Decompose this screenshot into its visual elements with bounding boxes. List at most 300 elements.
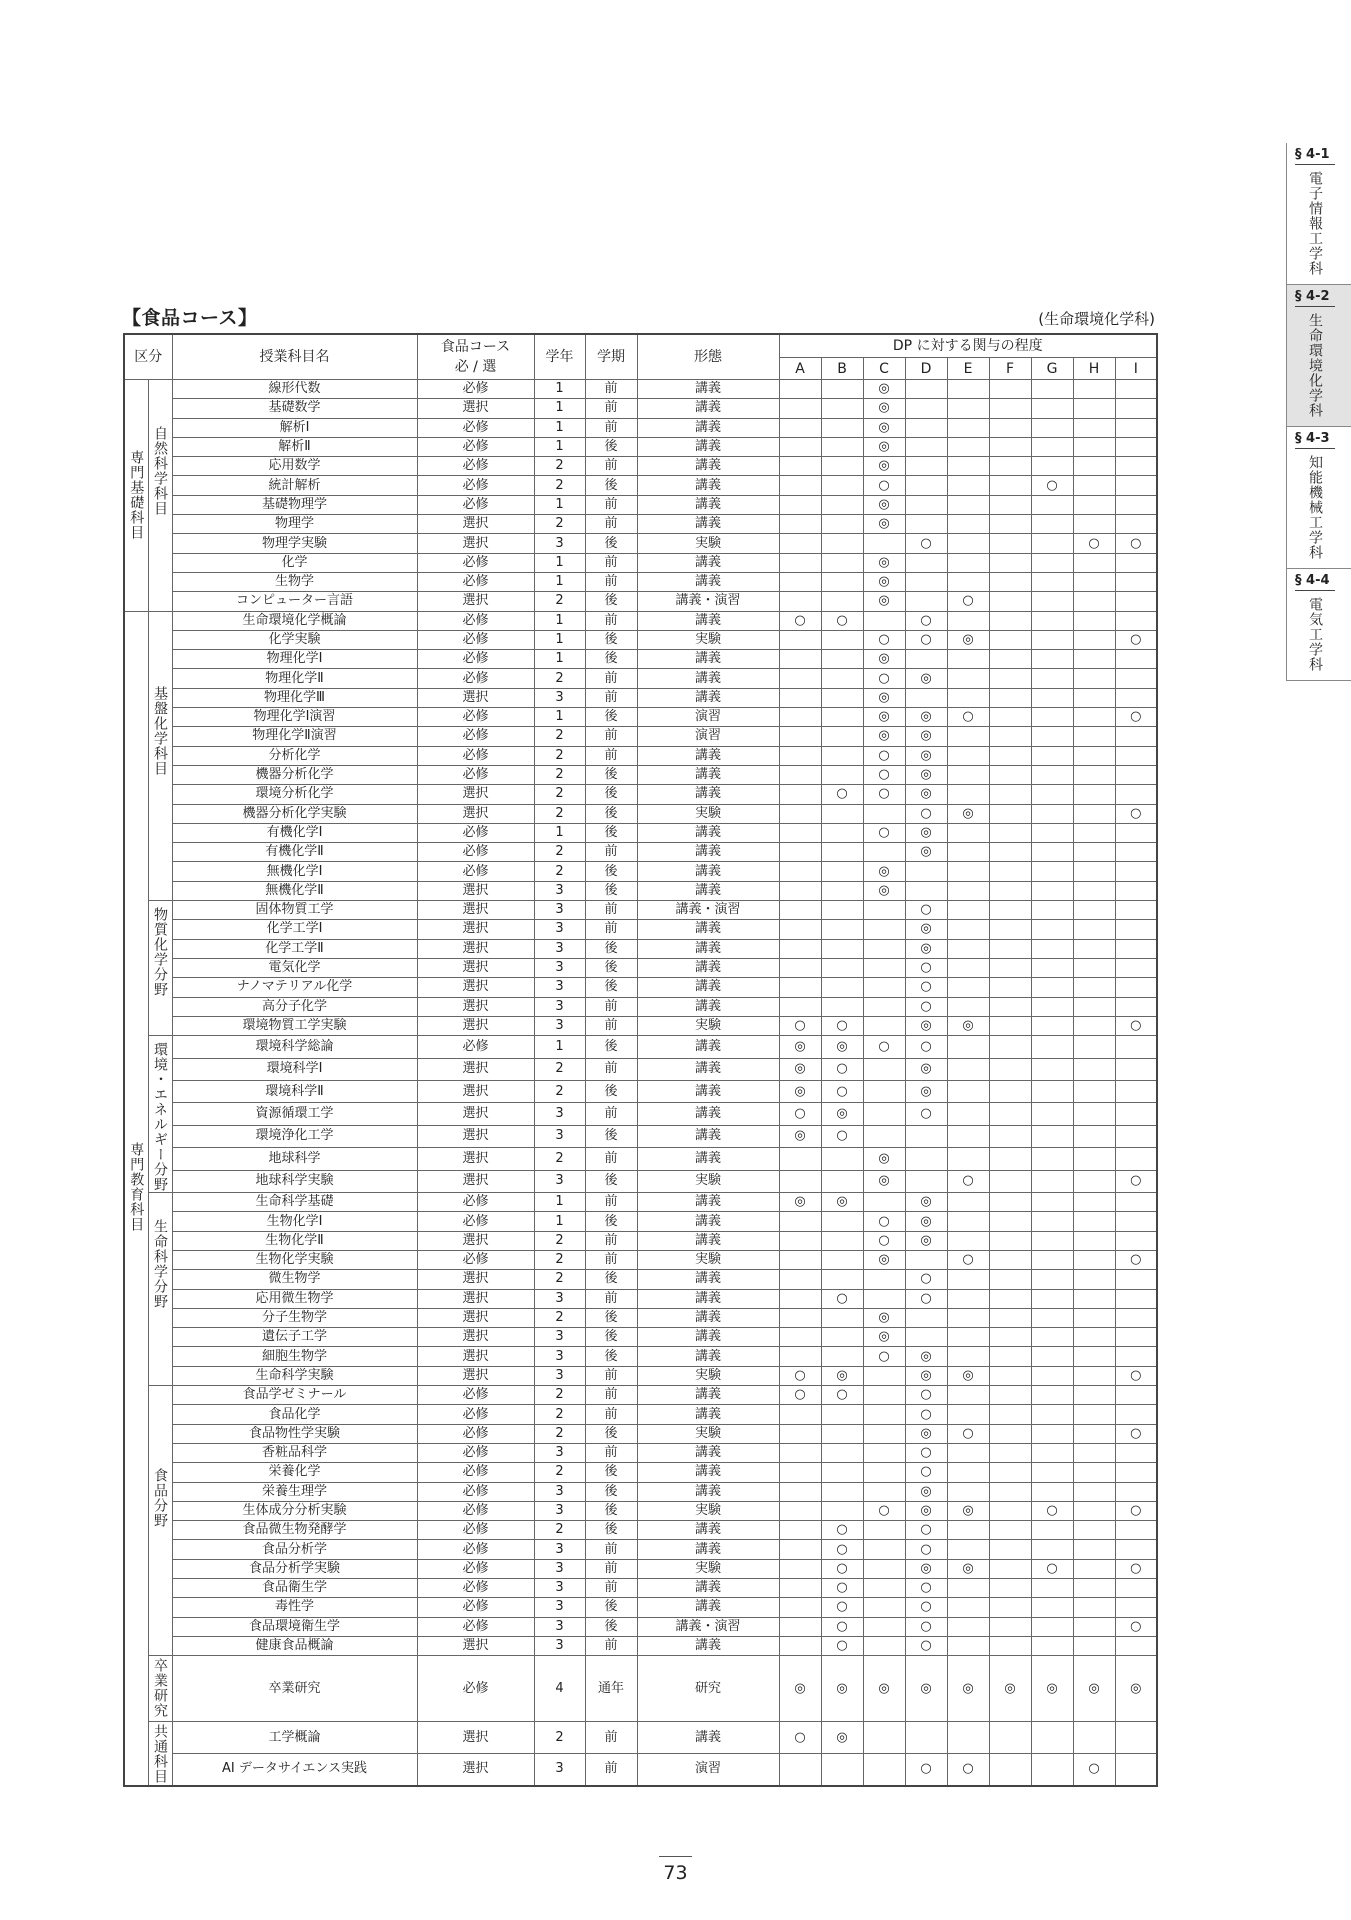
- cell-subject: 環境科学Ⅰ: [172, 1058, 417, 1080]
- cell-form: 講義・演習: [637, 1617, 779, 1636]
- cell-dp-h: [1073, 1482, 1115, 1501]
- cell-dp-g: [1031, 553, 1073, 572]
- cell-dp-f: [989, 1125, 1031, 1147]
- cell-dp-i: [1115, 1386, 1157, 1405]
- cell-dp-d: ◎: [905, 1559, 947, 1578]
- cell-dp-a: [779, 1617, 821, 1636]
- cell-dp-f: [989, 1148, 1031, 1170]
- cell-term: 前: [585, 746, 637, 765]
- cell-dp-i: [1115, 1148, 1157, 1170]
- cell-dp-d: ◎: [905, 1424, 947, 1443]
- section-tab[interactable]: [1287, 427, 1351, 569]
- cell-dp-h: [1073, 1016, 1115, 1035]
- cell-requirement: 選択: [417, 1080, 534, 1102]
- cell-subject: 食品微生物発酵学: [172, 1521, 417, 1540]
- cell-dp-c: [863, 1424, 905, 1443]
- cell-year: 1: [534, 611, 585, 630]
- cell-dp-e: [947, 553, 989, 572]
- cell-term: 前: [585, 688, 637, 707]
- cell-dp-d: [905, 1125, 947, 1147]
- cell-dp-h: [1073, 669, 1115, 688]
- group-label: 物質化学分野: [148, 901, 172, 1036]
- header-dp-d: D: [905, 358, 947, 380]
- cell-dp-a: [779, 1559, 821, 1578]
- cell-year: 1: [534, 572, 585, 591]
- cell-dp-a: [779, 1598, 821, 1617]
- cell-dp-b: [821, 1170, 863, 1192]
- cell-dp-c: ◎: [863, 572, 905, 591]
- table-row: [124, 1722, 1157, 1754]
- cell-dp-g: [1031, 650, 1073, 669]
- cell-dp-h: [1073, 1386, 1115, 1405]
- cell-dp-e: ○: [947, 592, 989, 611]
- cell-dp-d: ○: [905, 1270, 947, 1289]
- cell-subject: 物理化学Ⅰ: [172, 650, 417, 669]
- cell-dp-a: [779, 1405, 821, 1424]
- section-tab-number: § 4-3: [1295, 431, 1335, 449]
- header-dp: DP に対する関与の程度: [779, 334, 1157, 358]
- cell-year: 2: [534, 843, 585, 862]
- cell-requirement: 必修: [417, 1424, 534, 1443]
- cell-dp-i: [1115, 1579, 1157, 1598]
- cell-dp-e: [947, 534, 989, 553]
- cell-dp-b: ○: [821, 1579, 863, 1598]
- section-tab[interactable]: [1287, 285, 1351, 427]
- cell-dp-g: [1031, 380, 1073, 399]
- cell-form: 講義: [637, 1540, 779, 1559]
- cell-dp-g: [1031, 1308, 1073, 1327]
- section-tab[interactable]: [1287, 569, 1351, 681]
- cell-subject: 機器分析化学: [172, 765, 417, 784]
- cell-year: 3: [534, 939, 585, 958]
- cell-term: 前: [585, 1579, 637, 1598]
- cell-dp-g: [1031, 669, 1073, 688]
- cell-term: 後: [585, 785, 637, 804]
- header-dp-a: A: [779, 358, 821, 380]
- cell-dp-b: [821, 476, 863, 495]
- cell-dp-f: [989, 669, 1031, 688]
- cell-dp-c: ◎: [863, 688, 905, 707]
- cell-term: 前: [585, 1722, 637, 1754]
- cell-dp-f: [989, 1521, 1031, 1540]
- cell-dp-e: [947, 1482, 989, 1501]
- cell-dp-d: ○: [905, 1386, 947, 1405]
- section-tab-number: § 4-4: [1295, 573, 1335, 591]
- cell-dp-a: [779, 1501, 821, 1520]
- cell-dp-e: [947, 901, 989, 920]
- cell-subject: 環境浄化工学: [172, 1125, 417, 1147]
- group-label: 生命科学分野: [148, 1193, 172, 1386]
- cell-requirement: 選択: [417, 1016, 534, 1035]
- cell-dp-b: [821, 901, 863, 920]
- header-subject: 授業科目名: [172, 334, 417, 380]
- cell-dp-g: [1031, 997, 1073, 1016]
- cell-dp-c: [863, 1722, 905, 1754]
- group-label: 自然科学科目: [148, 380, 172, 612]
- cell-subject: 無機化学Ⅱ: [172, 881, 417, 900]
- cell-term: 前: [585, 727, 637, 746]
- cell-dp-h: [1073, 804, 1115, 823]
- cell-dp-c: [863, 843, 905, 862]
- cell-dp-h: [1073, 688, 1115, 707]
- table-row: [124, 592, 1157, 611]
- cell-dp-b: ◎: [821, 1656, 863, 1722]
- cell-dp-c: [863, 939, 905, 958]
- cell-dp-f: [989, 1250, 1031, 1269]
- cell-form: 講義: [637, 1193, 779, 1212]
- cell-term: 前: [585, 843, 637, 862]
- cell-year: 3: [534, 1443, 585, 1462]
- cell-dp-g: [1031, 418, 1073, 437]
- cell-dp-e: [947, 1540, 989, 1559]
- cell-dp-g: [1031, 1328, 1073, 1347]
- cell-dp-g: [1031, 823, 1073, 842]
- table-row: [124, 1212, 1157, 1231]
- cell-dp-e: [947, 785, 989, 804]
- header-course: 食品コース 必 / 選: [417, 334, 534, 380]
- cell-year: 2: [534, 1722, 585, 1754]
- cell-requirement: 選択: [417, 785, 534, 804]
- cell-dp-f: [989, 1617, 1031, 1636]
- cell-dp-c: ◎: [863, 881, 905, 900]
- cell-dp-h: [1073, 997, 1115, 1016]
- cell-dp-i: ○: [1115, 1170, 1157, 1192]
- header-dp-i: I: [1115, 358, 1157, 380]
- cell-dp-g: [1031, 1386, 1073, 1405]
- cell-dp-g: [1031, 1103, 1073, 1125]
- cell-dp-c: [863, 1270, 905, 1289]
- cell-dp-c: ◎: [863, 457, 905, 476]
- cell-dp-i: [1115, 939, 1157, 958]
- cell-dp-i: [1115, 515, 1157, 534]
- cell-dp-c: [863, 1103, 905, 1125]
- cell-term: 前: [585, 553, 637, 572]
- cell-dp-e: [947, 495, 989, 514]
- cell-dp-f: [989, 592, 1031, 611]
- cell-year: 2: [534, 765, 585, 784]
- table-row: [124, 495, 1157, 514]
- cell-dp-h: [1073, 939, 1115, 958]
- cell-dp-a: [779, 978, 821, 997]
- table-row: [124, 1443, 1157, 1462]
- cell-dp-a: ○: [779, 1016, 821, 1035]
- cell-dp-d: ◎: [905, 843, 947, 862]
- cell-dp-a: [779, 1463, 821, 1482]
- cell-form: 講義: [637, 418, 779, 437]
- cell-form: 実験: [637, 1366, 779, 1385]
- cell-dp-f: [989, 437, 1031, 456]
- cell-term: 後: [585, 765, 637, 784]
- cell-dp-f: [989, 1308, 1031, 1327]
- cell-dp-b: [821, 534, 863, 553]
- cell-term: 前: [585, 1289, 637, 1308]
- table-row: [124, 939, 1157, 958]
- cell-requirement: 必修: [417, 437, 534, 456]
- cell-dp-i: [1115, 399, 1157, 418]
- cell-dp-g: ○: [1031, 1501, 1073, 1520]
- cell-form: 講義: [637, 978, 779, 997]
- cell-dp-f: [989, 804, 1031, 823]
- cell-dp-a: [779, 1636, 821, 1655]
- cell-dp-f: [989, 1016, 1031, 1035]
- cell-dp-a: [779, 785, 821, 804]
- cell-dp-e: [947, 765, 989, 784]
- cell-dp-b: [821, 727, 863, 746]
- cell-term: 後: [585, 437, 637, 456]
- cell-form: 講義: [637, 1328, 779, 1347]
- cell-dp-c: ◎: [863, 1148, 905, 1170]
- cell-dp-h: [1073, 515, 1115, 534]
- cell-dp-i: [1115, 1521, 1157, 1540]
- cell-dp-c: [863, 611, 905, 630]
- cell-dp-i: ○: [1115, 1366, 1157, 1385]
- cell-dp-g: [1031, 1170, 1073, 1192]
- cell-dp-b: [821, 418, 863, 437]
- cell-subject: 無機化学Ⅰ: [172, 862, 417, 881]
- cell-form: 講義: [637, 572, 779, 591]
- cell-dp-d: ◎: [905, 727, 947, 746]
- cell-dp-g: [1031, 630, 1073, 649]
- department-subtitle: (生命環境化学科): [1038, 310, 1155, 328]
- category-label: 専門教育科目: [124, 611, 148, 1786]
- cell-dp-h: [1073, 958, 1115, 977]
- cell-dp-e: [947, 1347, 989, 1366]
- cell-requirement: 必修: [417, 630, 534, 649]
- cell-requirement: 必修: [417, 457, 534, 476]
- cell-dp-a: [779, 1148, 821, 1170]
- cell-term: 後: [585, 1328, 637, 1347]
- cell-dp-g: [1031, 1405, 1073, 1424]
- cell-dp-f: [989, 1579, 1031, 1598]
- cell-subject: 物理学: [172, 515, 417, 534]
- cell-dp-f: [989, 1598, 1031, 1617]
- cell-subject: 化学工学Ⅰ: [172, 920, 417, 939]
- cell-year: 2: [534, 1424, 585, 1443]
- cell-requirement: 必修: [417, 380, 534, 399]
- table-row: [124, 1103, 1157, 1125]
- cell-dp-h: [1073, 572, 1115, 591]
- cell-dp-f: [989, 457, 1031, 476]
- cell-dp-h: [1073, 1579, 1115, 1598]
- cell-dp-a: [779, 1170, 821, 1192]
- cell-term: 前: [585, 457, 637, 476]
- cell-year: 4: [534, 1656, 585, 1722]
- cell-year: 3: [534, 1617, 585, 1636]
- cell-dp-c: [863, 1559, 905, 1578]
- cell-dp-h: [1073, 708, 1115, 727]
- section-tab[interactable]: [1287, 143, 1351, 285]
- cell-dp-a: [779, 437, 821, 456]
- cell-subject: 毒性学: [172, 1598, 417, 1617]
- cell-subject: 食品環境衛生学: [172, 1617, 417, 1636]
- cell-dp-f: [989, 1289, 1031, 1308]
- cell-dp-i: [1115, 1193, 1157, 1212]
- cell-requirement: 選択: [417, 978, 534, 997]
- cell-requirement: 選択: [417, 1722, 534, 1754]
- cell-dp-f: [989, 958, 1031, 977]
- cell-dp-i: [1115, 978, 1157, 997]
- table-row: [124, 920, 1157, 939]
- cell-dp-d: ◎: [905, 785, 947, 804]
- cell-dp-b: [821, 437, 863, 456]
- cell-form: 講義: [637, 1443, 779, 1462]
- cell-subject: 解析Ⅰ: [172, 418, 417, 437]
- cell-dp-i: [1115, 765, 1157, 784]
- cell-dp-g: [1031, 862, 1073, 881]
- cell-dp-g: [1031, 843, 1073, 862]
- cell-year: 2: [534, 727, 585, 746]
- cell-dp-b: [821, 380, 863, 399]
- cell-dp-i: [1115, 380, 1157, 399]
- table-row: [124, 1148, 1157, 1170]
- cell-dp-h: [1073, 1148, 1115, 1170]
- cell-form: 講義: [637, 939, 779, 958]
- cell-dp-e: [947, 1058, 989, 1080]
- cell-dp-f: [989, 1270, 1031, 1289]
- cell-dp-g: [1031, 1036, 1073, 1058]
- cell-subject: 線形代数: [172, 380, 417, 399]
- table-row: [124, 688, 1157, 707]
- cell-year: 2: [534, 1058, 585, 1080]
- cell-dp-a: ○: [779, 1103, 821, 1125]
- cell-dp-c: [863, 978, 905, 997]
- cell-year: 2: [534, 1250, 585, 1269]
- table-row: [124, 399, 1157, 418]
- cell-dp-e: [947, 1080, 989, 1102]
- cell-dp-c: [863, 1443, 905, 1462]
- cell-dp-f: [989, 688, 1031, 707]
- cell-subject: 基礎数学: [172, 399, 417, 418]
- cell-form: 実験: [637, 1016, 779, 1035]
- cell-dp-a: ◎: [779, 1080, 821, 1102]
- cell-form: 講義: [637, 650, 779, 669]
- cell-dp-e: [947, 399, 989, 418]
- cell-dp-f: [989, 611, 1031, 630]
- cell-subject: AI データサイエンス実践: [172, 1754, 417, 1786]
- cell-dp-g: [1031, 1125, 1073, 1147]
- cell-dp-d: ◎: [905, 708, 947, 727]
- cell-dp-h: [1073, 901, 1115, 920]
- cell-subject: 統計解析: [172, 476, 417, 495]
- cell-dp-a: [779, 1482, 821, 1501]
- cell-dp-f: [989, 746, 1031, 765]
- cell-dp-h: [1073, 843, 1115, 862]
- cell-subject: 化学実験: [172, 630, 417, 649]
- cell-dp-i: [1115, 1443, 1157, 1462]
- cell-term: 後: [585, 1424, 637, 1443]
- table-row: [124, 765, 1157, 784]
- cell-dp-c: [863, 1636, 905, 1655]
- cell-dp-h: [1073, 862, 1115, 881]
- cell-dp-e: [947, 881, 989, 900]
- cell-dp-i: [1115, 1231, 1157, 1250]
- cell-requirement: 必修: [417, 727, 534, 746]
- cell-dp-e: [947, 437, 989, 456]
- cell-term: 後: [585, 1036, 637, 1058]
- cell-dp-e: [947, 920, 989, 939]
- cell-dp-b: [821, 1501, 863, 1520]
- cell-term: 後: [585, 1308, 637, 1327]
- cell-dp-h: [1073, 1540, 1115, 1559]
- cell-dp-b: ◎: [821, 1036, 863, 1058]
- cell-requirement: 選択: [417, 1170, 534, 1192]
- cell-dp-i: [1115, 418, 1157, 437]
- cell-year: 3: [534, 901, 585, 920]
- cell-subject: 生命環境化学概論: [172, 611, 417, 630]
- cell-requirement: 必修: [417, 1521, 534, 1540]
- cell-dp-a: [779, 1231, 821, 1250]
- table-row: [124, 1016, 1157, 1035]
- cell-dp-c: ◎: [863, 592, 905, 611]
- cell-subject: 環境分析化学: [172, 785, 417, 804]
- table-row: [124, 1482, 1157, 1501]
- table-row: [124, 1058, 1157, 1080]
- cell-subject: 食品衛生学: [172, 1579, 417, 1598]
- cell-year: 1: [534, 1212, 585, 1231]
- cell-dp-g: [1031, 1250, 1073, 1269]
- cell-term: 後: [585, 708, 637, 727]
- header-year: 学年: [534, 334, 585, 380]
- cell-dp-c: ◎: [863, 495, 905, 514]
- cell-dp-e: [947, 1521, 989, 1540]
- cell-subject: 健康食品概論: [172, 1636, 417, 1655]
- cell-dp-f: [989, 997, 1031, 1016]
- cell-dp-b: [821, 630, 863, 649]
- cell-year: 2: [534, 862, 585, 881]
- cell-dp-d: [905, 1722, 947, 1754]
- cell-term: 後: [585, 1598, 637, 1617]
- page-title: 【食品コース】: [122, 307, 258, 329]
- cell-dp-i: [1115, 1058, 1157, 1080]
- cell-dp-e: [947, 1193, 989, 1212]
- cell-dp-g: [1031, 1366, 1073, 1385]
- cell-requirement: 必修: [417, 553, 534, 572]
- cell-dp-b: ○: [821, 1521, 863, 1540]
- group-label: 共通科目: [148, 1722, 172, 1786]
- cell-dp-f: [989, 399, 1031, 418]
- cell-requirement: 選択: [417, 399, 534, 418]
- cell-year: 1: [534, 1193, 585, 1212]
- cell-term: 後: [585, 958, 637, 977]
- cell-form: 講義: [637, 611, 779, 630]
- cell-dp-g: [1031, 1540, 1073, 1559]
- cell-term: 後: [585, 1501, 637, 1520]
- cell-term: 前: [585, 418, 637, 437]
- cell-dp-h: [1073, 1231, 1115, 1250]
- header-dp-g: G: [1031, 358, 1073, 380]
- cell-dp-i: ○: [1115, 1016, 1157, 1035]
- cell-requirement: 選択: [417, 1148, 534, 1170]
- cell-dp-b: ○: [821, 1125, 863, 1147]
- cell-dp-g: [1031, 399, 1073, 418]
- cell-subject: 物理化学Ⅰ演習: [172, 708, 417, 727]
- cell-dp-c: [863, 534, 905, 553]
- cell-year: 2: [534, 592, 585, 611]
- cell-dp-g: [1031, 1463, 1073, 1482]
- cell-form: 講義: [637, 1270, 779, 1289]
- cell-dp-h: [1073, 1722, 1115, 1754]
- cell-subject: 微生物学: [172, 1270, 417, 1289]
- cell-dp-f: [989, 630, 1031, 649]
- group-label: 基盤化学科目: [148, 611, 172, 900]
- cell-term: 通年: [585, 1656, 637, 1722]
- cell-dp-f: [989, 1036, 1031, 1058]
- cell-year: 3: [534, 1482, 585, 1501]
- cell-dp-c: ◎: [863, 1250, 905, 1269]
- cell-dp-f: [989, 920, 1031, 939]
- cell-dp-c: ◎: [863, 727, 905, 746]
- cell-dp-c: ◎: [863, 1170, 905, 1192]
